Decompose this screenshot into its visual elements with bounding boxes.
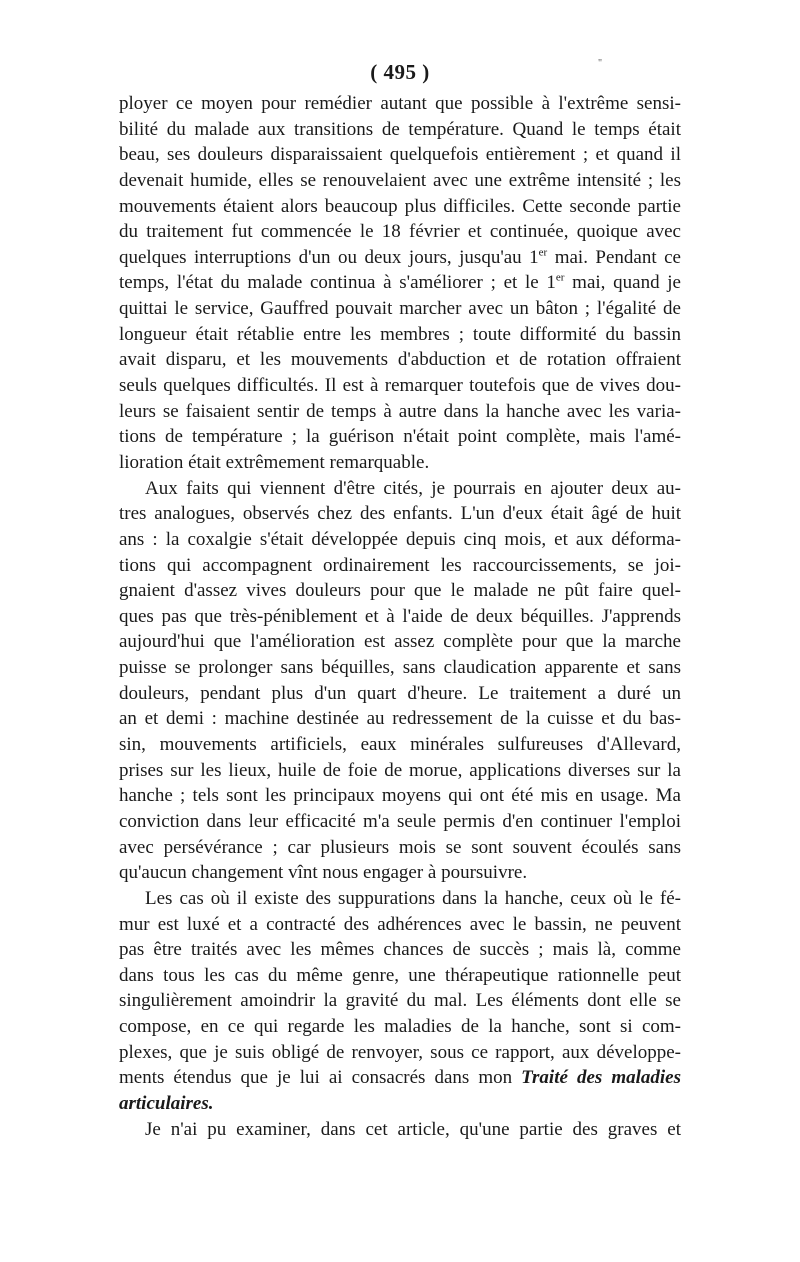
corner-mark: " (598, 58, 603, 69)
text-line (119, 1065, 681, 1091)
text-line: tions qui accompagnent ordinairement les raccourcissements, se joi- (119, 554, 681, 576)
text-line: ques pas que très-péniblement et à l'aide de deux béquilles. J'apprends (119, 605, 681, 627)
text-line: leurs se faisaient sentir de temps à autre dans la hanche avec les varia- (119, 400, 681, 422)
page-number: ( 495 ) (370, 60, 430, 84)
text-line: lioration était extrêmement remarquable. (119, 451, 430, 473)
text-line: conviction dans leur efficacité m'a seule permis d'en continuer l'emploi (119, 810, 681, 832)
text-line: quittai le service, Gauffred pouvait marcher avec un bâton ; l'égalité de (119, 298, 681, 320)
text-fragment: temps, l'état du malade continua à s'améliorer ; et le 1 (119, 272, 556, 294)
superscript: er (538, 246, 548, 259)
text-line: bilité du malade aux transitions de température. Quand le temps était (119, 118, 681, 140)
text-fragment: quelques interruptions d'un ou deux jours, jusqu'au 1 (119, 246, 539, 268)
text-line: gnaient d'assez vives douleurs pour que le malade ne pût faire quel- (119, 580, 681, 602)
text-line: Les cas où il existe des suppurations dans la hanche, ceux où le fé- (145, 887, 681, 909)
text-line: tres analogues, observés chez des enfants. L'un d'eux était âgé de huit (119, 503, 681, 525)
text-line: douleurs, pendant plus d'un quart d'heure. Le traitement a duré un (119, 682, 681, 704)
text-line: sin, mouvements artificiels, eaux minérales sulfureuses d'Allevard, (119, 734, 681, 756)
text-line: ployer ce moyen pour remédier autant que possible à l'extrême sensi- (119, 93, 681, 114)
text-line: aujourd'hui que l'amélioration est assez complète pour que la marche (119, 631, 681, 653)
text-line: prises sur les lieux, huile de foie de morue, applications diverses sur la (119, 759, 681, 781)
text-line: Aux faits qui viennent d'être cités, je pourrais en ajouter deux au- (145, 477, 681, 499)
superscript: er (555, 272, 565, 285)
text-line: an et demi : machine destinée au redressement de la cuisse et du bas- (119, 708, 681, 730)
text-line: beau, ses douleurs disparaissaient quelquefois entièrement ; et quand il (119, 144, 681, 166)
text-fragment: mai, quand je (564, 272, 681, 294)
text-line: mouvements étaient alors beaucoup plus difficiles. Cette seconde partie (119, 195, 681, 217)
text-line: hanche ; tels sont les principaux moyens qui ont été mis en usage. Ma (119, 785, 681, 807)
text-line: du traitement fut commencée le 18 février et continuée, quoique avec (119, 221, 681, 243)
text-line: seuls quelques difficultés. Il est à remarquer toutefois que de vives dou- (119, 375, 681, 397)
text-line: puisse se prolonger sans béquilles, sans claudication apparente et sans (119, 657, 681, 679)
text-line: dans tous les cas du même genre, une thérapeutique rationnelle peut (119, 964, 681, 986)
text-line: singulièrement amoindrir la gravité du mal. Les éléments dont elle se (119, 990, 681, 1012)
text-line: longueur était rétablie entre les membres ; toute difformité du bassin (119, 323, 681, 345)
text-line: avait disparu, et les mouvements d'abduction et de rotation offraient (119, 349, 681, 371)
text-line: pas être traités avec les mêmes chances de succès ; mais là, comme (119, 939, 681, 961)
text-line (119, 1091, 681, 1117)
text-line: tions de température ; la guérison n'était point complète, mais l'amé- (119, 426, 681, 448)
text-line (119, 270, 681, 296)
text-line: compose, en ce qui regarde les maladies de la hanche, sont si com- (119, 1016, 681, 1038)
text-line: avec persévérance ; car plusieurs mois se sont souvent écoulés sans (119, 836, 681, 858)
book-title: articulaires. (119, 1092, 214, 1114)
book-title: Traité des maladies (521, 1067, 681, 1089)
text-line: qu'aucun changement vînt nous engager à poursuivre. (119, 862, 528, 884)
text-line: mur est luxé et a contracté des adhérences avec le bassin, ne peuvent (119, 913, 681, 935)
text-line: ans : la coxalgie s'était développée depuis cinq mois, et aux déforma- (119, 528, 681, 550)
text-fragment: ments étendus que je lui ai consacrés dans mon (119, 1067, 522, 1089)
text-line: devenait humide, elles se renouvelaient avec une extrême intensité ; les (119, 169, 681, 191)
body-text (119, 91, 681, 1142)
text-fragment: mai. Pendant ce (547, 246, 681, 268)
text-line: plexes, que je suis obligé de renvoyer, sous ce rapport, aux développe- (119, 1041, 681, 1063)
text-line (119, 245, 681, 271)
text-line: Je n'ai pu examiner, dans cet article, qu'une partie des graves et (145, 1118, 681, 1140)
